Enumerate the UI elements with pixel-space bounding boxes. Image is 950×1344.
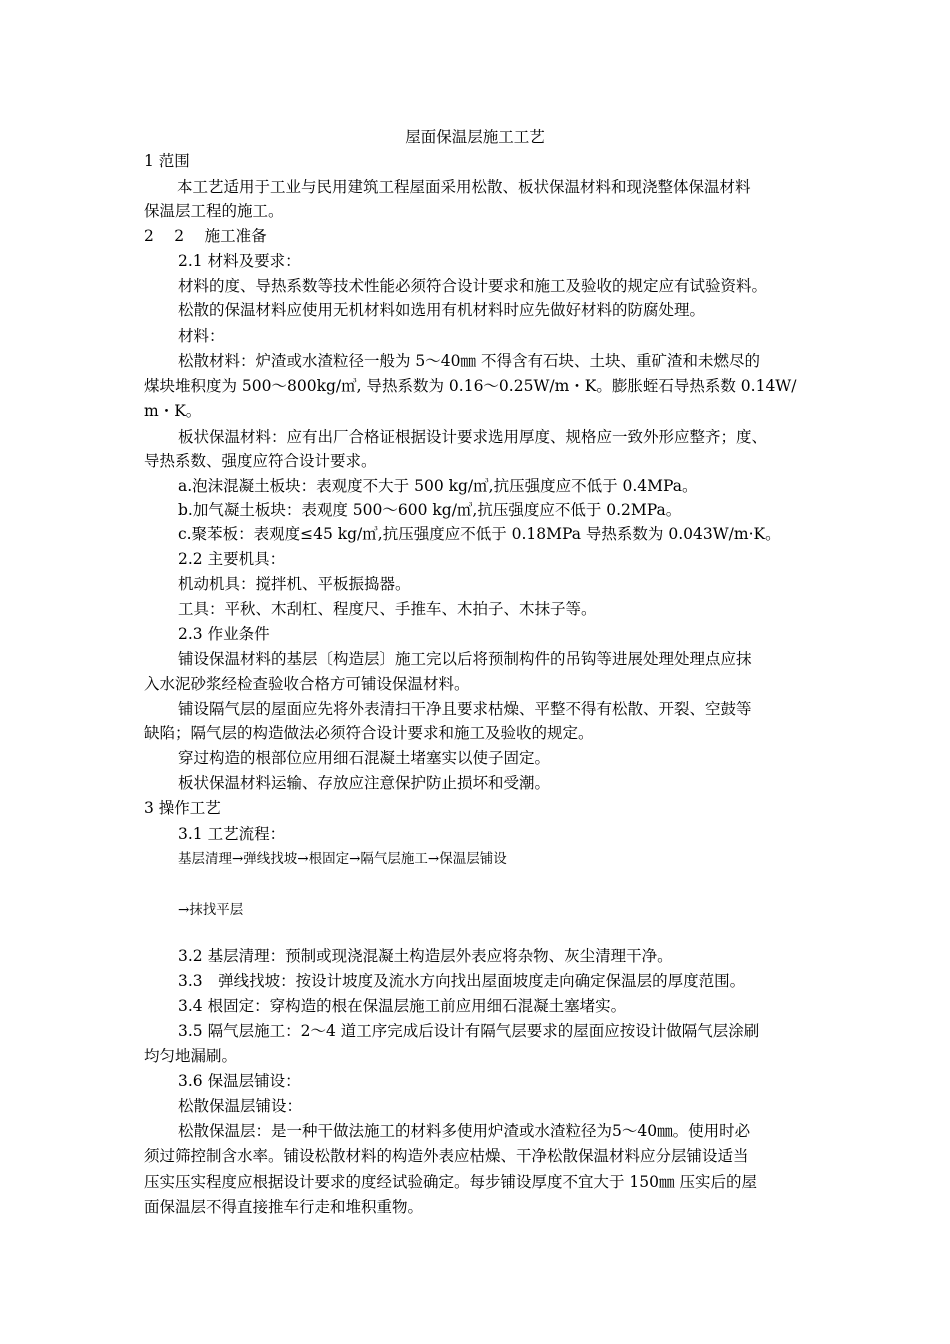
subsection-heading: 2.1 材料及要求： bbox=[178, 252, 301, 270]
paragraph-line: 松散保温层铺设： bbox=[178, 1097, 303, 1115]
list-item: b.加气凝土板块：表观度 500～600 kg/㎥,抗压强度应不低于 0.2MPa。 bbox=[178, 501, 682, 519]
paragraph-line: 松散材料：炉渣或水渣粒径一般为 5～40㎜ 不得含有石块、土块、重矿渣和未燃尽的 bbox=[178, 352, 760, 370]
section-heading: 2 2 施工准备 bbox=[144, 227, 267, 245]
paragraph-line: 本工艺适用于工业与民用建筑工程屋面采用松散、板状保温材料和现浇整体保温材料 bbox=[177, 178, 751, 196]
paragraph-line: 板状保温材料：应有出厂合格证根据设计要求选用厚度、规格应一致外形应整齐；度、 bbox=[178, 428, 768, 446]
section-heading: 3 操作工艺 bbox=[144, 799, 221, 817]
document-title: 屋面保温层施工工艺 bbox=[405, 128, 545, 146]
paragraph-line: 材料的度、导热系数等技术性能必须符合设计要求和施工及验收的规定应有试验资料。 bbox=[178, 277, 768, 295]
paragraph-line: 板状保温材料运输、存放应注意保护防止损坏和受潮。 bbox=[178, 774, 551, 792]
paragraph-line: 机动机具：搅拌机、平板振捣器。 bbox=[178, 575, 411, 593]
paragraph-line: 煤块堆积度为 500～800kg/㎥, 导热系数为 0.16～0.25W/m・K。膨胀蛭石导热系数 0.14W/ bbox=[144, 377, 797, 395]
subsection-heading: 3.1 工艺流程： bbox=[178, 825, 286, 843]
paragraph-line: 须过筛控制含水率。铺设松散材料的构造外表应枯燥、干净松散保温材料应分层铺设适当 bbox=[144, 1147, 749, 1165]
paragraph-line: 穿过构造的根部位应用细石混凝土堵塞实以使子固定。 bbox=[178, 749, 551, 767]
paragraph-line: 缺陷；隔气层的构造做法必须符合设计要求和施工及验收的规定。 bbox=[144, 724, 594, 742]
paragraph-line: 3.3 弹线找坡：按设计坡度及流水方向找出屋面坡度走向确定保温层的厚度范围。 bbox=[178, 972, 746, 990]
paragraph-line: 保温层工程的施工。 bbox=[144, 202, 284, 220]
paragraph-line: 3.2 基层清理：预制或现浇混凝土构造层外表应将杂物、灰尘清理干净。 bbox=[178, 947, 673, 965]
list-item: a.泡沫混凝土板块：表观度不大于 500 kg/㎥,抗压强度应不低于 0.4MPa。 bbox=[178, 477, 698, 495]
paragraph-line: 压实压实程度应根据设计要求的度经试验确定。每步铺设厚度不宜大于 150㎜ 压实后的屋 bbox=[144, 1173, 757, 1191]
process-flow-line: 基层清理→弹线找坡→根固定→隔气层施工→保温层铺设 bbox=[178, 851, 507, 867]
paragraph-line: 面保温层不得直接推车行走和堆积重物。 bbox=[144, 1198, 424, 1216]
section-heading: 1 范围 bbox=[144, 152, 190, 170]
process-flow-line: →抹找平层 bbox=[178, 902, 244, 918]
paragraph-line: 松散保温层：是一种干做法施工的材料多使用炉渣或水渣粒径为5～40㎜。使用时必 bbox=[178, 1122, 751, 1140]
subsection-heading: 2.3 作业条件 bbox=[178, 625, 270, 643]
paragraph-line: 松散的保温材料应使用无机材料如选用有机材料时应先做好材料的防腐处理。 bbox=[178, 301, 706, 319]
list-item: c.聚苯板：表观度≤45 kg/㎥,抗压强度应不低于 0.18MPa 导热系数为 0.043W/m·K。 bbox=[178, 525, 781, 543]
paragraph-line: 工具：平秋、木刮杠、程度尺、手推车、木拍子、木抹子等。 bbox=[178, 600, 597, 618]
paragraph-line: 均匀地漏刷。 bbox=[144, 1047, 238, 1065]
paragraph-line: m・K。 bbox=[144, 402, 202, 420]
paragraph-line: 导热系数、强度应符合设计要求。 bbox=[144, 452, 377, 470]
paragraph-line: 3.5 隔气层施工：2～4 道工序完成后设计有隔气层要求的屋面应按设计做隔气层涂刷 bbox=[178, 1022, 760, 1040]
paragraph-line: 材料： bbox=[178, 327, 225, 345]
paragraph-line: 铺设保温材料的基层〔构造层〕施工完以后将预制构件的吊钩等进展处理处理点应抹 bbox=[178, 650, 752, 668]
subsection-heading: 2.2 主要机具： bbox=[178, 550, 286, 568]
subsection-heading: 3.6 保温层铺设： bbox=[178, 1072, 301, 1090]
paragraph-line: 入水泥砂浆经检查验收合格方可铺设保温材料。 bbox=[144, 675, 470, 693]
paragraph-line: 3.4 根固定：穿构造的根在保温层施工前应用细石混凝土塞堵实。 bbox=[178, 997, 627, 1015]
paragraph-line: 铺设隔气层的屋面应先将外表清扫干净且要求枯燥、平整不得有松散、开裂、空鼓等 bbox=[178, 700, 752, 718]
